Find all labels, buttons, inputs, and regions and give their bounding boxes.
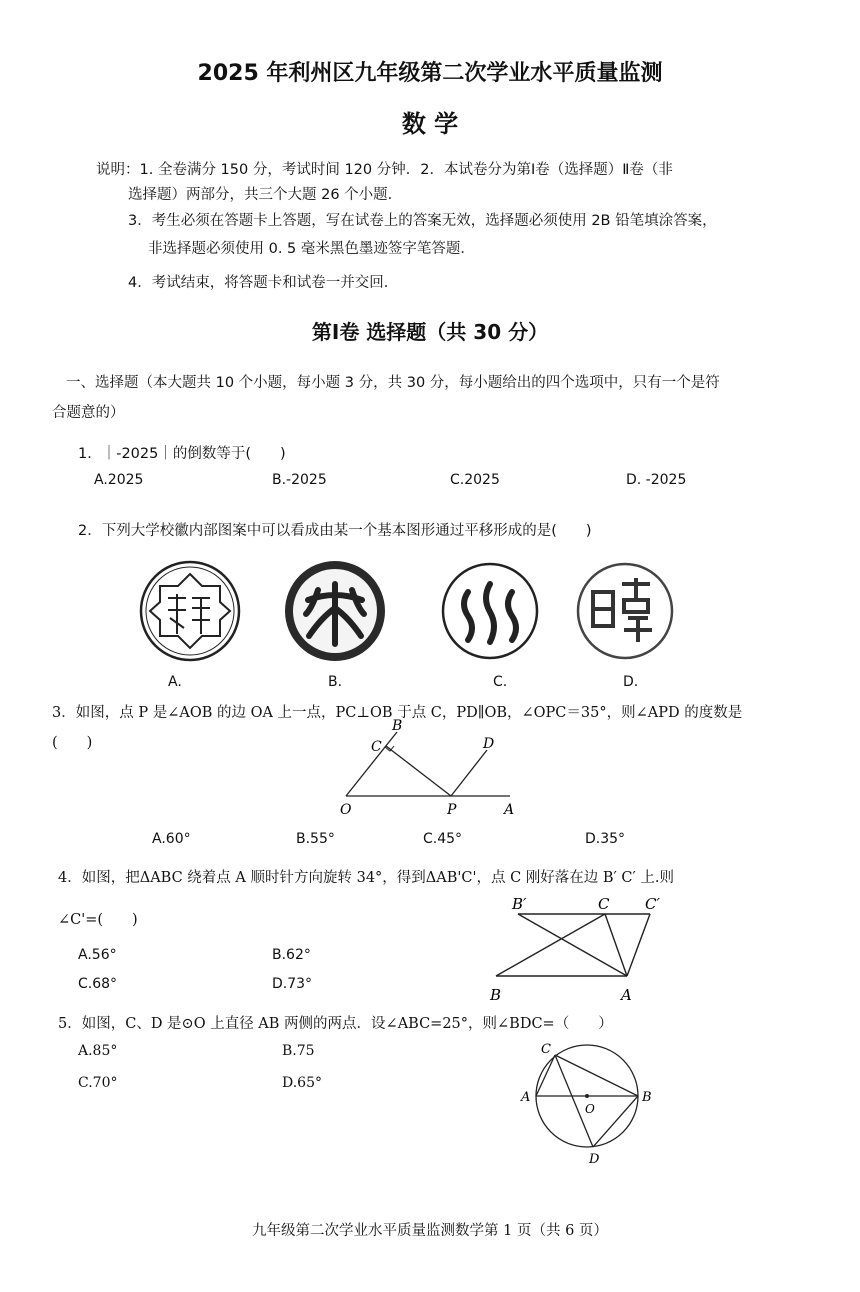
q4-option-d: D.73° — [272, 976, 313, 992]
q5-figure — [515, 1038, 665, 1168]
section-heading: 第Ⅰ卷 选择题（共 30 分） — [311, 320, 549, 344]
q5-option-d: D.65° — [282, 1075, 322, 1091]
q3-option-b: B.55° — [296, 831, 335, 847]
q2-emblems-figure — [130, 560, 690, 670]
instruction-line-1: 说明：1. 全卷满分 150 分，考试时间 120 分钟．2．本试卷分为第Ⅰ卷（选择题）Ⅱ卷（非 — [96, 162, 673, 178]
q3-option-a: A.60° — [152, 831, 191, 847]
q1-stem: 1．｜-2025｜的倒数等于( ) — [78, 446, 286, 462]
q3-label-d: D — [483, 736, 495, 752]
page-footer: 九年级第二次学业水平质量监测数学第 1 页（共 6 页） — [252, 1223, 608, 1239]
q5-stem: 5．如图，C、D 是⊙O 上直径 AB 两侧的两点．设∠ABC=25°，则∠BDC=（ ） — [58, 1016, 613, 1032]
page-title: 2025 年利州区九年级第二次学业水平质量监测 — [197, 61, 663, 86]
emblem-b-icon — [285, 561, 385, 661]
q1-option-b: B.-2025 — [272, 472, 327, 488]
q2-option-b: B. — [328, 674, 343, 690]
emblem-d-icon — [578, 564, 672, 658]
q2-option-d: D. — [623, 674, 639, 690]
q4-label-b-prime: B′ — [512, 895, 527, 913]
q3-stem-line-2: ( ) — [52, 735, 93, 751]
q5-option-b: B.75 — [282, 1043, 315, 1059]
q3-option-c: C.45° — [423, 831, 463, 847]
q4-label-a: A — [621, 986, 632, 1004]
q3-stem-line-1: 3．如图，点 P 是∠AOB 的边 OA 上一点，PC⊥OB 于点 C，PD∥OB，∠OPC＝35°，则∠APD 的度数是 — [52, 705, 743, 721]
q4-option-c: C.68° — [78, 976, 118, 992]
q4-label-c-prime: C′ — [645, 895, 660, 913]
q3-figure — [330, 714, 530, 820]
q5-label-a: A — [521, 1090, 531, 1105]
q5-label-d: D — [589, 1152, 600, 1167]
subject-title: 数 学 — [401, 110, 459, 138]
q3-label-c: C — [371, 739, 382, 755]
q2-option-c: C. — [493, 674, 508, 690]
q5-label-o: O — [585, 1102, 595, 1116]
q1-option-a: A.2025 — [94, 472, 144, 488]
q3-label-o: O — [340, 802, 352, 818]
q5-option-c: C.70° — [78, 1075, 118, 1091]
section-intro-line-1: 一、选择题（本大题共 10 个小题，每小题 3 分，共 30 分，每小题给出的四个选项中，只有一个是符 — [66, 375, 720, 391]
instruction-line-4: 非选择题必须使用 0. 5 毫米黑色墨迹签字笔答题． — [148, 241, 475, 257]
q5-option-a: A.85° — [78, 1043, 118, 1059]
q4-option-b: B.62° — [272, 947, 311, 963]
q1-option-d: D. -2025 — [626, 472, 687, 488]
q3-label-p: P — [447, 802, 457, 818]
q3-option-d: D.35° — [585, 831, 626, 847]
q4-figure — [480, 890, 700, 1010]
q5-label-b: B — [642, 1090, 652, 1105]
q5-label-c: C — [541, 1042, 551, 1057]
section-intro-line-2: 合题意的） — [52, 405, 125, 421]
q4-label-c: C — [598, 895, 610, 913]
q1-option-c: C.2025 — [450, 472, 500, 488]
q3-label-b: B — [392, 718, 403, 734]
q4-stem-line-1: 4．如图，把ΔABC 绕着点 A 顺时针方向旋转 34°，得到ΔAB'C'，点 C 刚好落在边 B′ C′ 上.则 — [58, 870, 675, 886]
q2-option-a: A. — [168, 674, 182, 690]
emblem-c-icon — [443, 564, 537, 658]
q4-label-b: B — [490, 986, 502, 1004]
q4-stem-line-2: ∠C'=( ) — [58, 912, 138, 928]
q2-stem: 2．下列大学校徽内部图案中可以看成由某一个基本图形通过平移形成的是( ) — [78, 523, 592, 539]
q3-label-a: A — [504, 802, 515, 818]
emblem-a-icon — [141, 562, 239, 660]
instruction-line-2: 选择题）两部分，共三个大题 26 个小题． — [128, 187, 403, 203]
instruction-line-5: 4．考试结束，将答题卡和试卷一并交回． — [128, 275, 399, 291]
q4-option-a: A.56° — [78, 947, 117, 963]
instruction-line-3: 3．考生必须在答题卡上答题，写在试卷上的答案无效，选择题必须使用 2B 铅笔填涂答案， — [128, 213, 717, 229]
